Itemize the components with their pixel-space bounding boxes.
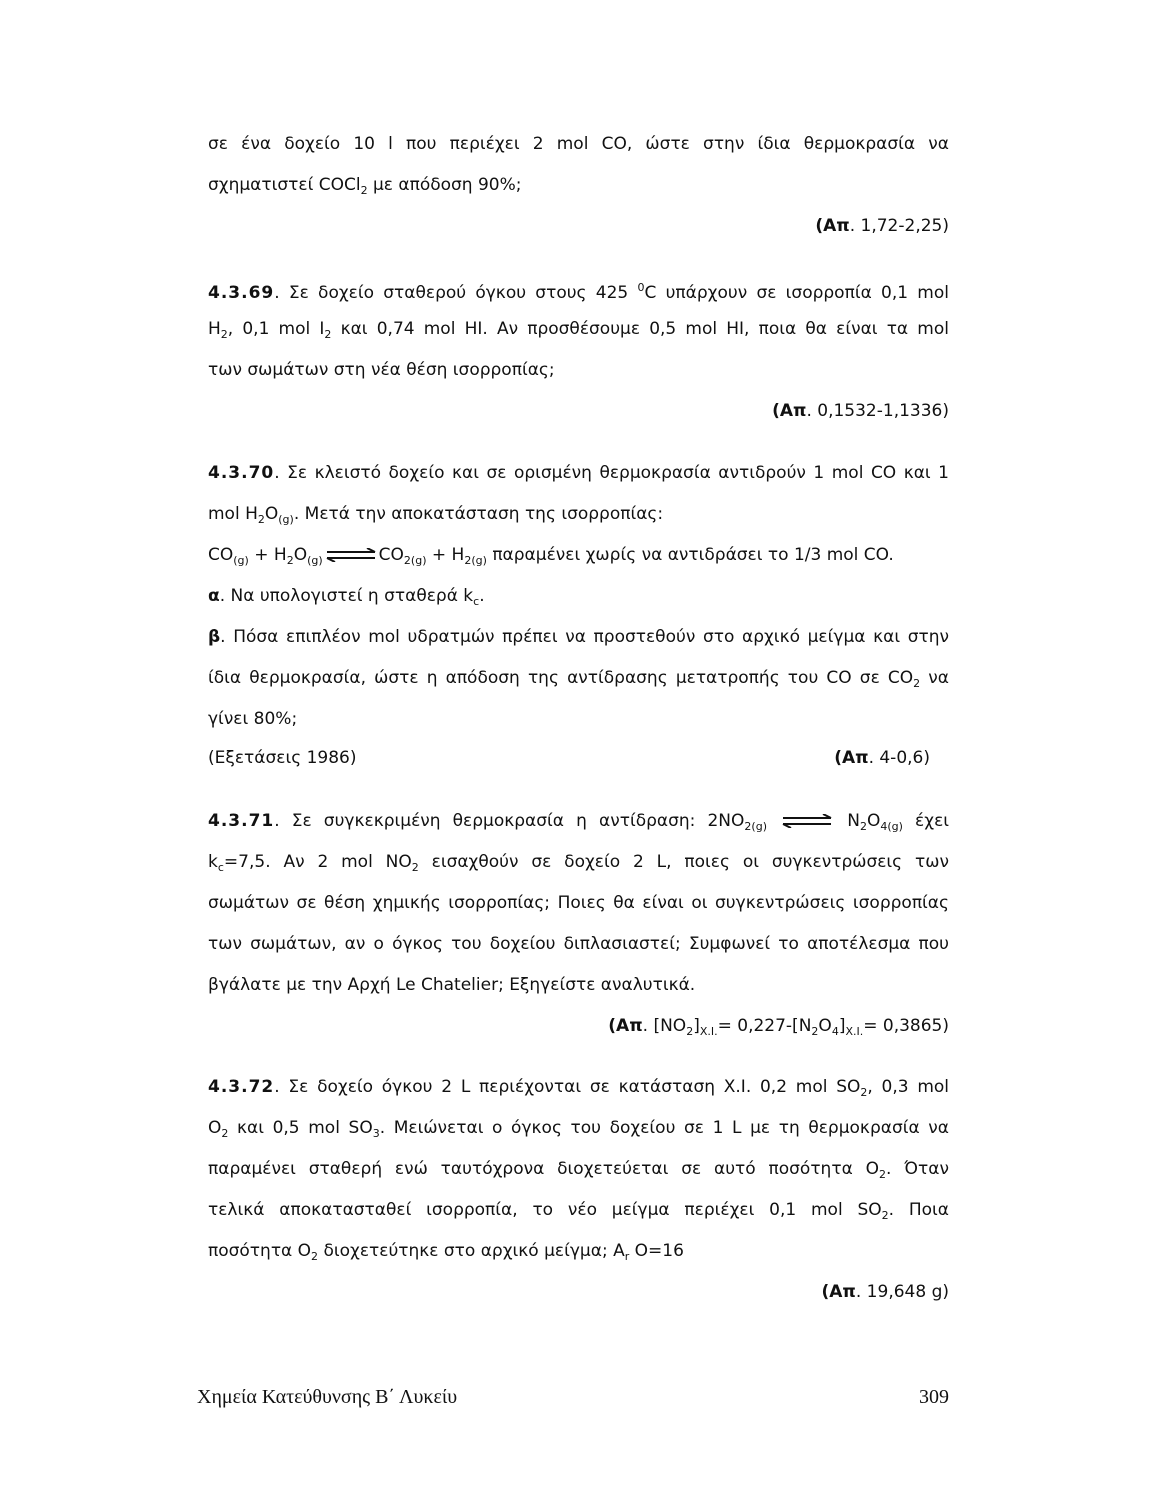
answer: (Απ. 1,72-2,25) bbox=[815, 216, 949, 236]
text-line: σωμάτων σε θέση χημικής ισορροπίας; Ποιες θα είναι οι συγκεντρώσεις ισορροπίας bbox=[208, 893, 949, 913]
text-line: τελικά αποκατασταθεί ισορροπία, το νέο μείγμα περιέχει 0,1 mol $SO_2$. Ποια bbox=[208, 1200, 949, 1222]
answer: (Απ. 19,648 g) bbox=[821, 1282, 949, 1302]
text-line: παραμένει σταθερή ενώ ταυτόχρονα διοχετεύεται σε αυτό ποσότητα $O_2$. Όταν bbox=[208, 1159, 949, 1181]
equilibrium-arrow-icon bbox=[323, 548, 379, 562]
answer: (Απ. 0,1532-1,1336) bbox=[772, 401, 949, 421]
problem-number: 4.3.69 bbox=[208, 283, 275, 303]
text-line: $O_2$ και 0,5 mol $SO_3$. Μειώνεται ο όγκος του δοχείου σε 1 L με τη θερμοκρασία να bbox=[208, 1118, 949, 1140]
text-line: $H_2$, 0,1 mol $I_2$ και 0,74 mol HI. Αν προσθέσουμε 0,5 mol HI, ποια θα είναι τα mol bbox=[208, 319, 949, 341]
item-label: α bbox=[208, 586, 220, 606]
text-line: 4.3.71. Σε συγκεκριμένη θερμοκρασία η αντίδραση: $2NO_{2(g)}$ $N_2O_{4(g)}$ έχει bbox=[208, 811, 950, 833]
text-line: ίδια θερμοκρασία, ώστε η απόδοση της αντίδρασης μετατροπής του CO σε $CO_2$ να bbox=[208, 668, 949, 690]
problem-number: 4.3.72 bbox=[208, 1077, 275, 1097]
problem-number: 4.3.70 bbox=[208, 463, 275, 483]
footer-title: Χημεία Κατεύθυνσης Β΄ Λυκείυ bbox=[197, 1386, 458, 1408]
equilibrium-arrow-icon bbox=[779, 814, 835, 828]
text-line: των σωμάτων στη νέα θέση ισορροπίας; bbox=[208, 360, 555, 380]
problem-number: 4.3.71 bbox=[208, 811, 275, 831]
equation-line: $CO_{(g)} + H_2O_{(g)}$ $CO_{2(g)} + H_{2(g)}$ παραμένει χωρίς να αντιδράσει το 1/3 mol CO. bbox=[208, 545, 894, 567]
text-line: σε ένα δοχείο 10 l που περιέχει 2 mol CO, ώστε στην ίδια θερμοκρασία να bbox=[208, 134, 949, 154]
text-line: 4.3.70. Σε κλειστό δοχείο και σε ορισμένη θερμοκρασία αντιδρούν 1 mol CO και 1 bbox=[208, 463, 949, 483]
text-line: 4.3.72. Σε δοχείο όγκου 2 L περιέχονται σε κατάσταση X.I. 0,2 mol $SO_2$, 0,3 mol bbox=[208, 1077, 950, 1099]
answer: (Απ. 4-0,6) bbox=[834, 748, 930, 768]
text-line: 4.3.69. Σε δοχείο σταθερού όγκου στους 425 $^0$C υπάρχουν σε ισορροπία 0,1 mol bbox=[208, 281, 949, 303]
text-line: βγάλατε με την Αρχή Le Chatelier; Εξηγείστε αναλυτικά. bbox=[208, 975, 696, 995]
text-line: γίνει 80%; bbox=[208, 709, 298, 729]
text-line: $k_c=7,5$. Αν 2 mol $NO_2$ εισαχθούν σε δοχείο 2 L, ποιες οι συγκεντρώσεις των bbox=[208, 852, 949, 874]
source-answer-row bbox=[208, 747, 930, 769]
text-line: ποσότητα $O_2$ διοχετεύτηκε στο αρχικό μείγμα; $A_r$ O=16 bbox=[208, 1241, 684, 1263]
answer: (Απ. $[NO_2]_{X.I.}= 0,227-[N_2O_4]_{X.I.}= 0,3865$) bbox=[608, 1016, 949, 1038]
page-number: 309 bbox=[919, 1386, 949, 1408]
text-line: σχηματιστεί COCl$_2$ με απόδοση 90%; bbox=[208, 175, 522, 197]
text-line: β. Πόσα επιπλέον mol υδρατμών πρέπει να προστεθούν στο αρχικό μείγμα και στην bbox=[208, 627, 949, 647]
text-line: α. Να υπολογιστεί η σταθερά $k_c$. bbox=[208, 586, 485, 608]
item-label: β bbox=[208, 627, 221, 647]
source: (Εξετάσεις 1986) bbox=[208, 748, 357, 768]
text-line: των σωμάτων, αν ο όγκος του δοχείου διπλασιαστεί; Συμφωνεί το αποτέλεσμα που bbox=[208, 934, 949, 954]
text-line: mol $H_2O_{(g)}$. Μετά την αποκατάσταση της ισορροπίας: bbox=[208, 504, 664, 526]
